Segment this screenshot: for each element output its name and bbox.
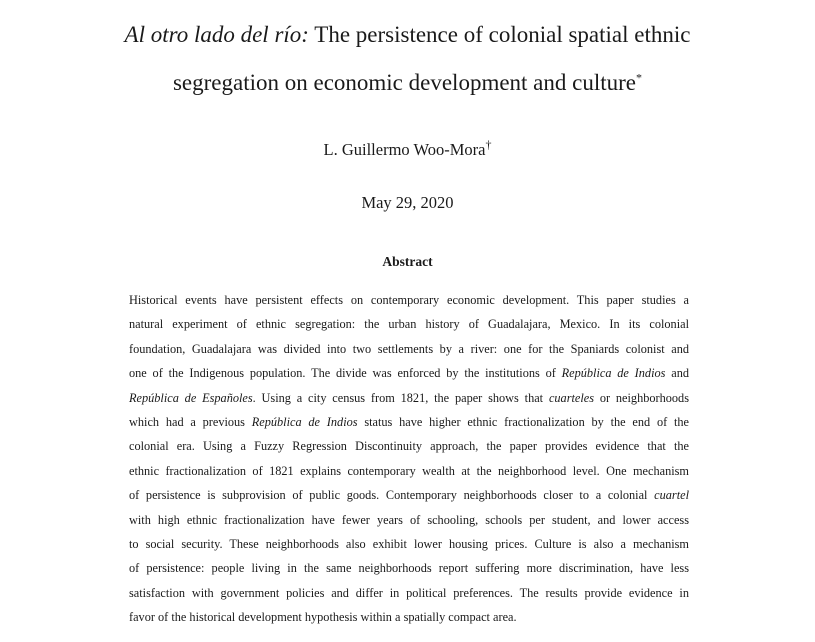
abstract-line: [129, 288, 689, 312]
abstract-text: Historical events have persistent effects on contemporary economic development. This paper studies a: [129, 293, 689, 307]
abstract-text: satisfaction with government policies and differ in political preferences. The results provide evidence in: [129, 585, 689, 600]
abstract-text: colonial era. Using a Fuzzy Regression Discontinuity approach, the paper provides evidence that the: [129, 439, 689, 454]
abstract-line: [129, 581, 689, 605]
paper-date: May 29, 2020: [361, 193, 454, 212]
abstract-line: [129, 605, 689, 629]
title-footnote-mark[interactable]: *: [636, 70, 643, 85]
abstract-text: to social security. These neighborhoods also exhibit lower housing prices. Culture is also a mechanism: [129, 536, 689, 551]
author-footnote-mark[interactable]: †: [485, 137, 492, 152]
title-line1-rest: The persistence of colonial spatial ethnic: [308, 22, 691, 47]
abstract-line: [129, 459, 689, 483]
abstract-text: status have higher ethnic fractionalization by the end of the: [357, 414, 689, 429]
abstract-line: [129, 312, 689, 336]
abstract-text: which had a previous: [129, 414, 252, 429]
abstract-text: of persistence: people living in the same neighborhoods report suffering more discrimination, have less: [129, 561, 689, 576]
abstract-heading: Abstract: [382, 254, 433, 269]
abstract-line: [129, 410, 689, 434]
abstract-line: [129, 337, 689, 361]
abstract-text: with high ethnic fractionalization have fewer years of schooling, schools per student, and lower access: [129, 512, 689, 527]
abstract-text: ethnic fractionalization of 1821 explains contemporary wealth at the neighborhood level. One mechanism: [129, 463, 689, 478]
title-line2: segregation on economic development and culture: [172, 70, 637, 95]
author-name: L. Guillermo Woo-Mora: [323, 140, 486, 159]
abstract-italic-text: cuarteles: [548, 390, 595, 405]
abstract-text: of persistence is subprovision of public goods. Contemporary neighborhoods closer to a colonial: [129, 488, 655, 503]
abstract-text: or neighborhoods: [594, 390, 689, 405]
abstract-line: [129, 361, 689, 385]
abstract-text: favor of the historical development hypothesis within a spatially compact area.: [129, 610, 517, 625]
abstract-italic-text: República de Españoles: [129, 390, 253, 405]
abstract-line: [129, 508, 689, 532]
abstract-line: [129, 483, 689, 507]
abstract-text: one of the Indigenous population. The divide was enforced by the institutions of: [129, 366, 562, 381]
abstract-body: [129, 288, 689, 629]
abstract-text: natural experiment of ethnic segregation: the urban history of Guadalajara, Mexico. In its colonial: [129, 317, 689, 332]
abstract-text: and: [665, 366, 689, 381]
title-italic-part: Al otro lado del río:: [124, 22, 309, 47]
abstract-text: . Using a city census from 1821, the paper shows that: [252, 390, 549, 405]
abstract-italic-text: República de Indios: [251, 414, 358, 429]
abstract-line: [129, 434, 689, 458]
paper-title: [60, 11, 755, 107]
abstract-text: foundation, Guadalajara was divided into two settlements by a river: one for the Spaniards colonist and: [129, 341, 689, 356]
abstract-line: [129, 532, 689, 556]
author-line: [0, 137, 815, 160]
abstract-italic-text: República de Indios: [561, 366, 666, 381]
abstract-line: [129, 556, 689, 580]
abstract-italic-text: cuartel: [654, 488, 689, 503]
abstract-line: [129, 386, 689, 410]
